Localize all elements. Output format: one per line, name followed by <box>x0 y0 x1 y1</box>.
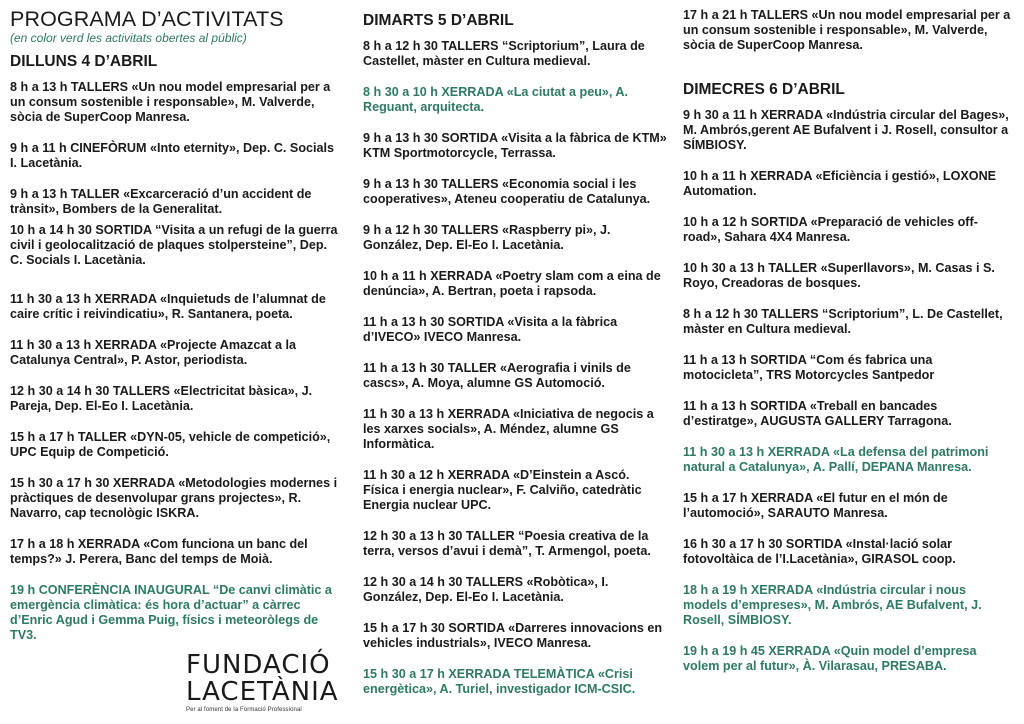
event-item: 10 h a 11 h XERRADA «Eficiència i gestió», LOXONE Automation. <box>683 169 997 198</box>
event-item: 11 h 30 a 12 h XERRADA «D’Einstein a Ascó. Física i energia nuclear», F. Calviño, catedràtic Energia nuclear UPC. <box>363 468 642 512</box>
day-heading-dilluns: DILLUNS 4 D’ABRIL <box>10 53 158 70</box>
event-item-public: 11 h 30 a 13 h XERRADA «La defensa del patrimoni natural a Catalunya», A. Pallí, DEPANA Manresa. <box>683 445 989 474</box>
event-item: 12 h 30 a 13 h 30 TALLER “Poesia creativa de la terra, versos d’avui i demà”, T. Armengol, poeta. <box>363 529 651 558</box>
event-item-public: 18 h a 19 h XERRADA «Indústria circular i nous models d’empreses», M. Ambrós, AE Bufalvent, J. Rosell, SÍMBIOSY. <box>683 583 982 627</box>
event-item-public: 19 h a 19 h 45 XERRADA «Quin model d’empresa volem per al futur», À. Vilarasau, PRESABA. <box>683 644 977 673</box>
event-item: 11 h a 13 h SORTIDA «Treball en bancades d’estiratge», AUGUSTA GALLERY Tarragona. <box>683 399 952 428</box>
event-item: 10 h a 14 h 30 SORTIDA “Visita a un refugi de la guerra civil i geolocalització de plaques stolpersteine”, Dep. C. Socials I. Lacetània. <box>10 223 338 267</box>
event-item: 15 h a 17 h TALLER «DYN-05, vehicle de competició», UPC Equip de Competició. <box>10 430 331 459</box>
event-item: 12 h 30 a 14 h 30 TALLERS «Electricitat bàsica», J. Pareja, Dep. El-Eo I. Lacetània. <box>10 384 313 413</box>
event-item: 12 h 30 a 14 h 30 TALLERS «Robòtica», I. González, Dep. El-Eo I. Lacetània. <box>363 575 609 604</box>
event-item: 17 h a 21 h TALLERS «Un nou model empresarial per a un consum sostenible i responsable», M. Valverde, sòcia de SuperCoop Manresa. <box>683 8 1011 52</box>
column-dimecres <box>683 8 1013 690</box>
event-item: 11 h 30 a 13 h XERRADA «Projecte Amazcat a la Catalunya Central», P. Astor, periodista. <box>10 338 297 367</box>
column-dimarts <box>363 8 668 713</box>
event-item-public: 19 h CONFERÈNCIA INAUGURAL “De canvi climàtic a emergència climàtica: és hora d’actuar” a càrrec d’Enric Agud i Gemma Puig, físics i meteoròlegs de TV3. <box>10 583 332 642</box>
page-title: PROGRAMA D’ACTIVITATS <box>10 7 284 31</box>
event-item: 9 h a 12 h 30 TALLERS «Raspberry pi», J. González, Dep. El-Eo I. Lacetània. <box>363 223 611 252</box>
event-item-public: 8 h 30 a 10 h XERRADA «La ciutat a peu», A. Reguant, arquitecta. <box>363 85 629 114</box>
event-item: 10 h a 11 h XERRADA «Poetry slam com a eina de denúncia», A. Bertran, poeta i rapsoda. <box>363 269 661 298</box>
event-item: 9 h 30 a 11 h XERRADA «Indústria circular del Bages», M. Ambrós,gerent AE Bufalvent i J. Rosell, consultor a SÍMBIOSY. <box>683 108 1009 152</box>
event-item: 9 h a 13 h 30 TALLERS «Economia social i les cooperatives», Ateneu cooperatiu de Catalunya. <box>363 177 651 206</box>
event-item: 11 h a 13 h 30 SORTIDA «Visita a la fàbrica d’IVECO» IVECO Manresa. <box>363 315 618 344</box>
event-item: 9 h a 13 h TALLER «Excarceració d’un accident de trànsit», Bombers de la Generalitat. <box>10 187 312 216</box>
event-item: 11 h 30 a 13 h XERRADA «Inquietuds de l’alumnat de caire crític i reivindicatiu», R. Santanera, poeta. <box>10 292 326 321</box>
logo-line-2: LACETÀNIA <box>186 677 339 707</box>
page-subtitle: (en color verd les activitats obertes al públic) <box>10 31 247 45</box>
event-item: 11 h a 13 h 30 TALLER «Aerografia i vinils de cascs», A. Moya, alumne GS Automoció. <box>363 361 631 390</box>
day-heading-dimarts: DIMARTS 5 D’ABRIL <box>363 12 514 29</box>
event-item: 11 h a 13 h SORTIDA “Com és fabrica una motocicleta”, TRS Motorcycles Santpedor <box>683 353 935 382</box>
column-dilluns <box>10 8 340 659</box>
event-item: 15 h a 17 h 30 SORTIDA «Darreres innovacions en vehicles industrials», IVECO Manresa. <box>363 621 663 650</box>
event-item: 10 h 30 a 13 h TALLER «Superllavors», M. Casas i S. Royo, Creadoras de bosques. <box>683 261 995 290</box>
event-item: 10 h a 12 h SORTIDA «Preparació de vehicles off-road», Sahara 4X4 Manresa. <box>683 215 978 244</box>
fundacio-lacetania-logo <box>186 650 339 714</box>
event-item: 8 h a 12 h 30 TALLERS “Scriptorium”, L. De Castellet, màster en Cultura medieval. <box>683 307 1003 336</box>
event-item: 16 h 30 a 17 h 30 SORTIDA «Instal·lació solar fotovoltàica de l’I.Lacetània», GIRASOL coop. <box>683 537 956 566</box>
logo-line-1: FUNDACIÓ <box>186 650 331 680</box>
event-item: 15 h a 17 h XERRADA «El futur en el món de l’automoció», SARAUTO Manresa. <box>683 491 948 520</box>
event-item: 9 h a 13 h 30 SORTIDA «Visita a la fàbrica de KTM» KTM Sportmotorcycle, Terrassa. <box>363 131 667 160</box>
logo-tagline: Per al foment de la Formació Professional <box>186 707 302 713</box>
event-item: 17 h a 18 h XERRADA «Com funciona un banc del temps?» J. Perera, Banc del temps de Moià. <box>10 537 308 566</box>
event-item: 8 h a 13 h TALLERS «Un nou model empresarial per a un consum sostenible i responsable», M. Valverde, sòcia de SuperCoop Manresa. <box>10 80 331 124</box>
event-item-public: 15 h 30 a 17 h XERRADA TELEMÀTICA «Crisi energètica», A. Turiel, investigador ICM-CSIC. <box>363 667 636 696</box>
event-item: 9 h a 11 h CINEFÒRUM «Into eternity», Dep. C. Socials I. Lacetània. <box>10 141 335 170</box>
event-item: 15 h 30 a 17 h 30 XERRADA «Metodologies modernes i pràctiques de desenvolupar grans projectes», R. Navarro, cap tecnològic ISKRA. <box>10 476 338 520</box>
day-heading-dimecres: DIMECRES 6 D’ABRIL <box>683 81 845 98</box>
event-item: 8 h a 12 h 30 TALLERS “Scriptorium”, Laura de Castellet, màster en Cultura medieval. <box>363 39 645 68</box>
event-item: 11 h 30 a 13 h XERRADA «Iniciativa de negocis a les xarxes socials», A. Méndez, alumne GS Informàtica. <box>363 407 654 451</box>
